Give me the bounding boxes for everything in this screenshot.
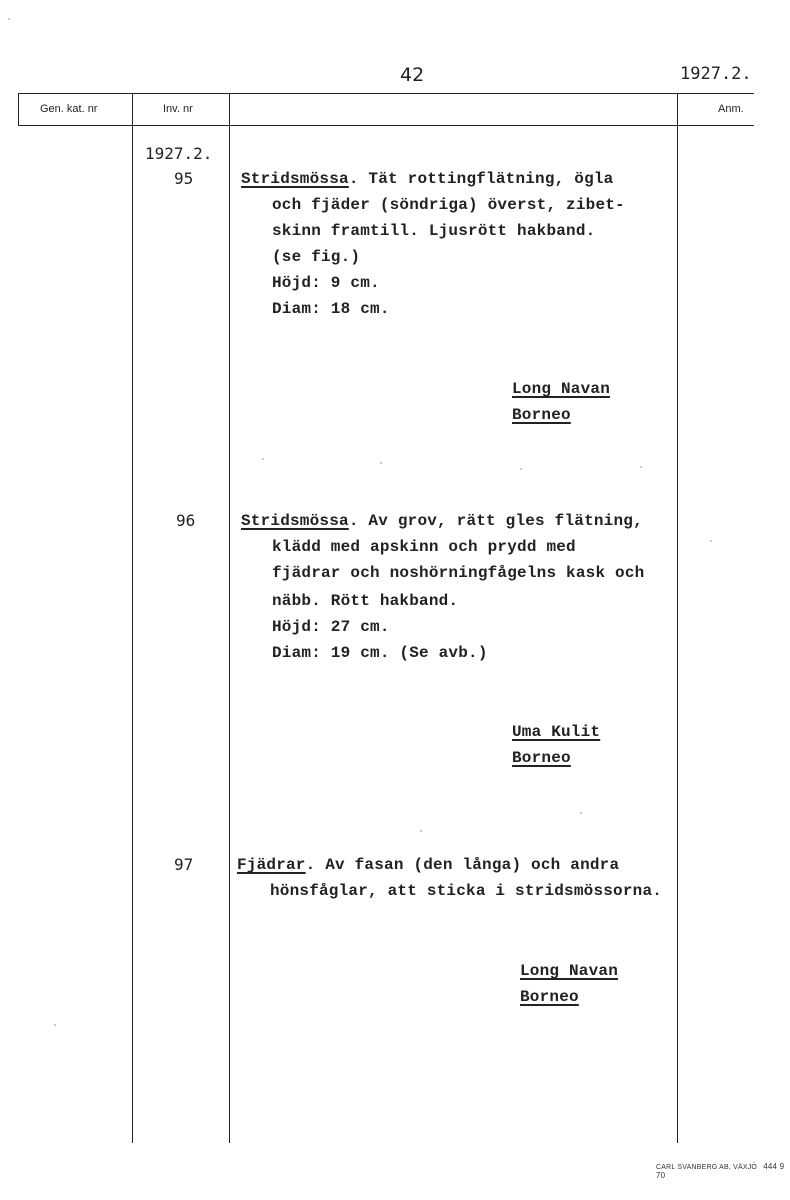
entry-title: Stridsmössa bbox=[241, 170, 349, 188]
header-bottom-rule bbox=[18, 125, 754, 126]
entry-first-line-rest: . Av grov, rätt gles flätning, bbox=[348, 512, 643, 530]
entry-locality: Long Navan bbox=[512, 380, 611, 398]
entry-first-line bbox=[241, 512, 643, 530]
page-number: 42 bbox=[400, 64, 425, 86]
entry-locality-region: Borneo bbox=[512, 406, 571, 424]
entry-line: och fjäder (söndriga) överst, zibet- bbox=[272, 196, 625, 214]
inv-number: 96 bbox=[176, 511, 196, 530]
header-inv-nr: Inv. nr bbox=[163, 103, 193, 115]
header-anm: Anm. bbox=[718, 103, 744, 115]
entry-locality-region: Borneo bbox=[512, 749, 571, 767]
entry-line: skinn framtill. Ljusrött hakband. bbox=[272, 222, 596, 240]
header-top-rule bbox=[18, 93, 754, 94]
header-gen-kat-nr: Gen. kat. nr bbox=[40, 103, 98, 115]
page-date: 1927.2. bbox=[680, 64, 752, 84]
scan-speck bbox=[640, 466, 642, 468]
entry-locality: Long Navan bbox=[520, 962, 619, 980]
column-divider-desc-anm bbox=[677, 93, 678, 1143]
column-divider-inv-desc bbox=[229, 93, 230, 1143]
inv-number: 95 bbox=[174, 169, 194, 188]
printer-name: CARL SVANBERG AB, VÄXJÖ bbox=[656, 1164, 758, 1171]
scan-speck bbox=[380, 462, 382, 464]
scan-speck bbox=[520, 468, 522, 470]
entry-line: hönsfåglar, att sticka i stridsmössorna. bbox=[270, 882, 663, 900]
column-divider-gen-inv bbox=[132, 93, 133, 1143]
scan-speck bbox=[420, 830, 422, 832]
column-divider-left-edge bbox=[18, 93, 19, 126]
scan-speck bbox=[710, 540, 712, 542]
entry-line: klädd med apskinn och prydd med bbox=[272, 538, 576, 556]
entry-first-line bbox=[237, 856, 619, 874]
entry-locality-region: Borneo bbox=[520, 988, 579, 1006]
printer-mark bbox=[656, 1162, 790, 1180]
entry-locality: Uma Kulit bbox=[512, 723, 601, 741]
printer-code: 444 9 70 bbox=[656, 1162, 785, 1180]
inv-date-marker: 1927.2. bbox=[145, 144, 213, 163]
scan-speck bbox=[262, 458, 264, 460]
scan-speck bbox=[8, 18, 10, 20]
entry-title: Fjädrar bbox=[237, 856, 306, 874]
entry-line: Höjd: 27 cm. bbox=[272, 618, 390, 636]
entry-line: Diam: 19 cm. (Se avb.) bbox=[272, 644, 488, 662]
entry-first-line-rest: . Tät rottingflätning, ögla bbox=[348, 170, 614, 188]
entry-line: näbb. Rött hakband. bbox=[272, 592, 459, 610]
entry-line: Diam: 18 cm. bbox=[272, 300, 390, 318]
entry-first-line-rest: . Av fasan (den långa) och andra bbox=[305, 856, 620, 874]
entry-line: Höjd: 9 cm. bbox=[272, 274, 380, 292]
inv-number: 97 bbox=[174, 855, 194, 874]
scan-speck bbox=[54, 1024, 56, 1026]
entry-line: (se fig.) bbox=[272, 248, 361, 266]
entry-title: Stridsmössa bbox=[241, 512, 349, 530]
entry-first-line bbox=[241, 170, 613, 188]
scan-speck bbox=[580, 812, 582, 814]
entry-line: fjädrar och noshörningfågelns kask och bbox=[272, 564, 645, 582]
